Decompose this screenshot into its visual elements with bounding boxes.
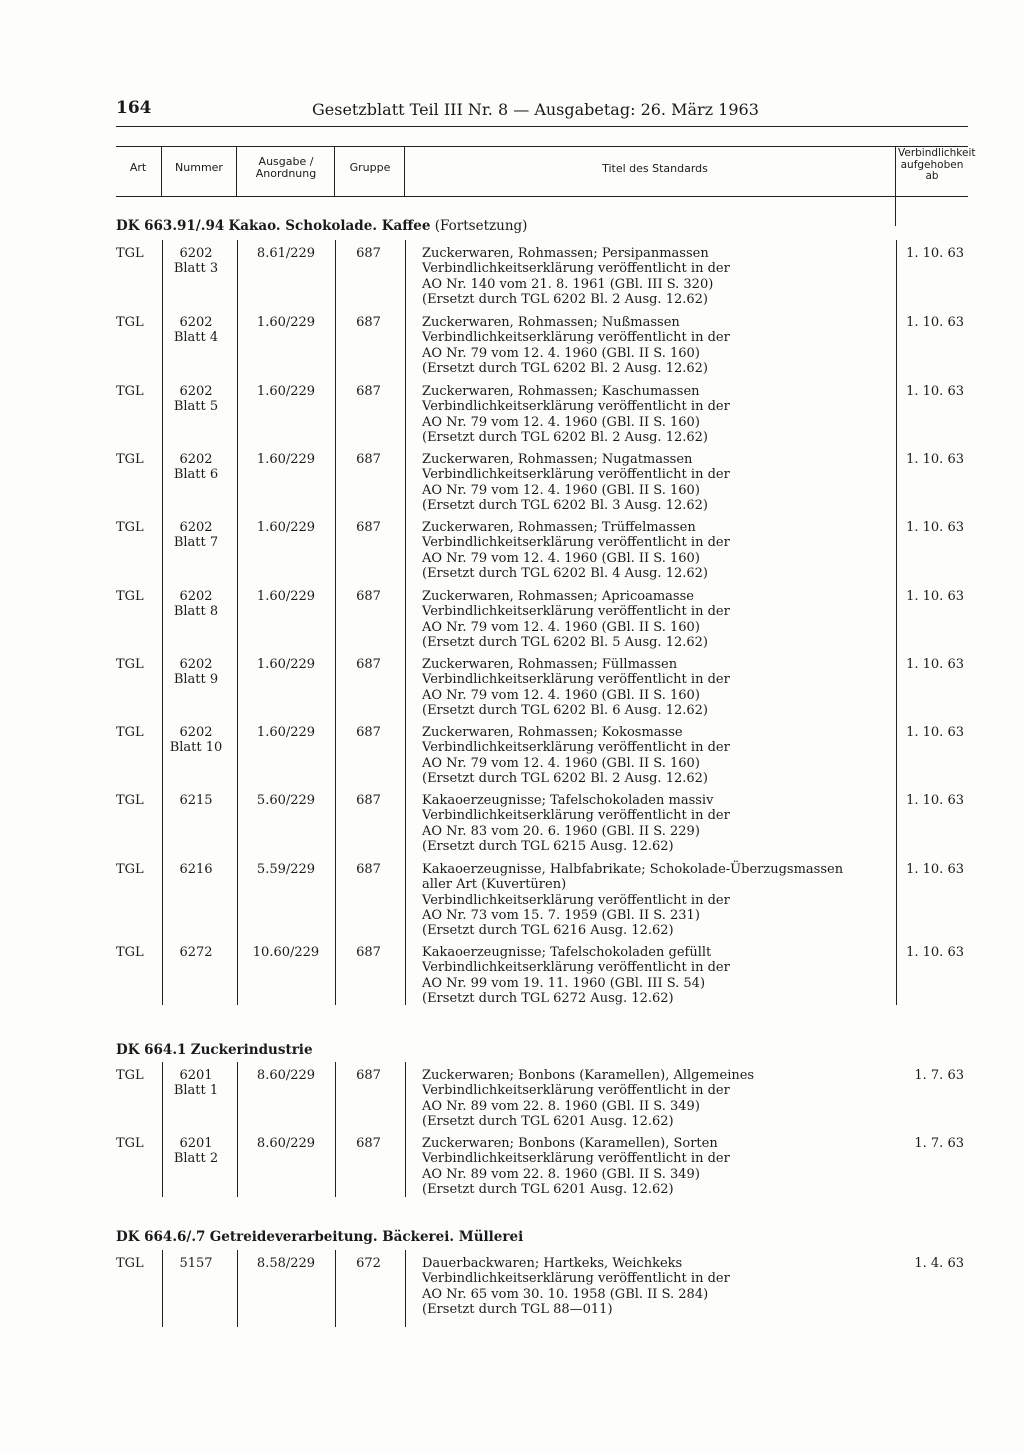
- cell-aufgehoben: 1. 10. 63: [906, 520, 964, 535]
- cell-art: TGL: [116, 520, 144, 535]
- cell-titel: [422, 589, 892, 650]
- title-line: (Ersetzt durch TGL 6202 Bl. 4 Ausg. 12.62): [422, 565, 708, 581]
- col-header-gruppe: Gruppe: [349, 161, 391, 174]
- cell-art: TGL: [116, 1256, 144, 1271]
- title-line: (Ersetzt durch TGL 88—011): [422, 1301, 613, 1317]
- cell-titel: [422, 1136, 892, 1197]
- cell-ausgabe: 1.60/229: [256, 725, 316, 740]
- col-divider: [404, 146, 405, 196]
- cell-ausgabe: 1.60/229: [256, 657, 316, 672]
- col-header-art: Art: [129, 161, 147, 174]
- standard-number: 6216: [179, 862, 213, 877]
- col-divider: [405, 1062, 406, 1197]
- cell-gruppe: 687: [356, 1068, 381, 1083]
- cell-titel: [422, 246, 892, 307]
- page-number: 164: [116, 98, 152, 118]
- col-divider: [896, 240, 897, 1005]
- col-divider: [237, 1062, 238, 1197]
- cell-titel: [422, 793, 892, 854]
- cell-art: TGL: [116, 246, 144, 261]
- title-line: aller Art (Kuvertüren): [422, 877, 567, 893]
- standard-number: 6202: [179, 589, 213, 604]
- title-line: AO Nr. 79 vom 12. 4. 1960 (GBl. II S. 160): [422, 482, 700, 498]
- sheet-number: Blatt 8: [173, 604, 219, 620]
- title-line: AO Nr. 89 vom 22. 8. 1960 (GBl. II S. 349): [422, 1166, 700, 1182]
- cell-ausgabe: 1.60/229: [256, 384, 316, 399]
- standard-number: 6202: [179, 725, 213, 740]
- title-line: Verbindlichkeitserklärung veröffentlicht in der: [422, 330, 730, 346]
- col-header-titel: Titel des Standards: [602, 162, 708, 175]
- title-line: AO Nr. 79 vom 12. 4. 1960 (GBl. II S. 160): [422, 755, 700, 771]
- cell-aufgehoben: 1. 10. 63: [906, 384, 964, 399]
- col-divider: [335, 240, 336, 1005]
- cell-art: TGL: [116, 862, 144, 877]
- title-line: AO Nr. 79 vom 12. 4. 1960 (GBl. II S. 160): [422, 619, 700, 635]
- cell-titel: [422, 315, 892, 376]
- title-line: Verbindlichkeitserklärung veröffentlicht in der: [422, 740, 730, 756]
- title-line: (Ersetzt durch TGL 6215 Ausg. 12.62): [422, 838, 674, 854]
- title-line: (Ersetzt durch TGL 6201 Ausg. 12.62): [422, 1181, 674, 1197]
- cell-titel: [422, 657, 892, 718]
- cell-gruppe: 672: [356, 1256, 381, 1271]
- cell-nummer: [161, 945, 231, 960]
- cell-ausgabe: 1.60/229: [256, 452, 316, 467]
- title-line: Verbindlichkeitserklärung veröffentlicht in der: [422, 399, 730, 415]
- title-line: Verbindlichkeitserklärung veröffentlicht in der: [422, 1271, 730, 1287]
- cell-aufgehoben: 1. 10. 63: [906, 589, 964, 604]
- title-line: Zuckerwaren; Bonbons (Karamellen), Allgemeines: [422, 1068, 755, 1083]
- standard-number: 6202: [179, 384, 213, 399]
- col-divider: [237, 1250, 238, 1327]
- cell-titel: [422, 384, 892, 445]
- cell-titel: [422, 725, 892, 786]
- title-line: Zuckerwaren, Rohmassen; Nußmassen: [422, 315, 680, 330]
- title-line: (Ersetzt durch TGL 6202 Bl. 6 Ausg. 12.62): [422, 702, 708, 718]
- cell-nummer: [161, 862, 231, 877]
- title-line: Verbindlichkeitserklärung veröffentlicht in der: [422, 892, 730, 908]
- title-line: Verbindlichkeitserklärung veröffentlicht in der: [422, 604, 730, 620]
- title-line: AO Nr. 79 vom 12. 4. 1960 (GBl. II S. 160): [422, 550, 700, 566]
- cell-aufgehoben: 1. 10. 63: [906, 452, 964, 467]
- sheet-number: Blatt 6: [173, 467, 219, 483]
- section-heading: Kakao. Schokolade. Kaffee: [228, 218, 431, 234]
- sheet-number: Blatt 3: [173, 261, 219, 277]
- cell-art: TGL: [116, 589, 144, 604]
- standard-number: 6272: [179, 945, 213, 960]
- cell-art: TGL: [116, 315, 144, 330]
- sheet-number: Blatt 4: [173, 330, 219, 346]
- title-line: (Ersetzt durch TGL 6202 Bl. 2 Ausg. 12.62): [422, 429, 708, 445]
- col-header-nummer: Nummer: [175, 161, 223, 174]
- col-divider: [335, 1250, 336, 1327]
- sheet-number: Blatt 9: [173, 672, 219, 688]
- col-header-aufgehoben: Verbindlichkeit aufgehoben ab: [898, 147, 976, 182]
- title-line: Zuckerwaren, Rohmassen; Nugatmassen: [422, 452, 693, 467]
- header-rule: [116, 126, 968, 127]
- sheet-number: Blatt 2: [173, 1151, 219, 1167]
- cell-nummer: [161, 793, 231, 808]
- cell-aufgehoben: 1. 10. 63: [906, 657, 964, 672]
- title-line: Zuckerwaren; Bonbons (Karamellen), Sorten: [422, 1136, 718, 1151]
- standard-number: 6202: [179, 246, 213, 261]
- running-head: Gesetzblatt Teil III Nr. 8 — Ausgabetag: 26. März 1963: [312, 100, 759, 119]
- cell-art: TGL: [116, 1068, 144, 1083]
- title-line: Dauerbackwaren; Hartkeks, Weichkeks: [422, 1256, 683, 1271]
- cell-nummer: [161, 589, 231, 620]
- cell-art: TGL: [116, 725, 144, 740]
- cell-art: TGL: [116, 657, 144, 672]
- standard-number: 6215: [179, 793, 213, 808]
- title-line: Verbindlichkeitserklärung veröffentlicht in der: [422, 960, 730, 976]
- section-heading: Getreideverarbeitung. Bäckerei. Müllerei: [209, 1229, 524, 1245]
- cell-ausgabe: 8.58/229: [256, 1256, 316, 1271]
- table-head-bottom-rule: [116, 196, 968, 197]
- title-line: (Ersetzt durch TGL 6202 Bl. 2 Ausg. 12.62): [422, 770, 708, 786]
- cell-aufgehoben: 1. 7. 63: [914, 1068, 964, 1083]
- cell-ausgabe: 1.60/229: [256, 589, 316, 604]
- table-head-top-rule: [116, 146, 968, 147]
- cell-aufgehoben: 1. 7. 63: [914, 1136, 964, 1151]
- sheet-number: Blatt 7: [173, 535, 219, 551]
- cell-nummer: [161, 246, 231, 277]
- section-code: DK 663.91/.94: [116, 218, 225, 234]
- cell-titel: [422, 862, 892, 938]
- col-divider: [236, 146, 237, 196]
- title-line: Verbindlichkeitserklärung veröffentlicht in der: [422, 1083, 730, 1099]
- cell-art: TGL: [116, 793, 144, 808]
- cell-gruppe: 687: [356, 1136, 381, 1151]
- cell-nummer: [161, 452, 231, 483]
- cell-aufgehoben: 1. 10. 63: [906, 315, 964, 330]
- title-line: Kakaoerzeugnisse; Tafelschokoladen massiv: [422, 793, 714, 808]
- cell-aufgehoben: 1. 10. 63: [906, 862, 964, 877]
- title-line: Kakaoerzeugnisse; Tafelschokoladen gefüllt: [422, 945, 712, 960]
- cell-aufgehoben: 1. 10. 63: [906, 246, 964, 261]
- title-line: AO Nr. 79 vom 12. 4. 1960 (GBl. II S. 160): [422, 687, 700, 703]
- cell-gruppe: 687: [356, 945, 381, 960]
- col-header-ausgabe: Ausgabe / Anordnung: [255, 155, 317, 180]
- sheet-number: Blatt 5: [173, 399, 219, 415]
- cell-aufgehoben: 1. 10. 63: [906, 945, 964, 960]
- title-line: AO Nr. 89 vom 22. 8. 1960 (GBl. II S. 349): [422, 1098, 700, 1114]
- standard-number: 6202: [179, 452, 213, 467]
- cell-ausgabe: 8.61/229: [256, 246, 316, 261]
- standard-number: 6202: [179, 657, 213, 672]
- cell-gruppe: 687: [356, 315, 381, 330]
- cell-art: TGL: [116, 945, 144, 960]
- title-line: Verbindlichkeitserklärung veröffentlicht in der: [422, 672, 730, 688]
- section-title: [116, 1229, 523, 1245]
- section-title: [116, 1042, 313, 1058]
- standard-number: 6202: [179, 315, 213, 330]
- cell-gruppe: 687: [356, 246, 381, 261]
- cell-gruppe: 687: [356, 520, 381, 535]
- title-line: AO Nr. 65 vom 30. 10. 1958 (GBl. II S. 284): [422, 1286, 709, 1302]
- col-divider: [162, 240, 163, 1005]
- title-line: Verbindlichkeitserklärung veröffentlicht in der: [422, 261, 730, 277]
- standard-number: 6201: [179, 1136, 213, 1151]
- cell-ausgabe: 8.60/229: [256, 1136, 316, 1151]
- cell-gruppe: 687: [356, 452, 381, 467]
- sheet-number: Blatt 1: [173, 1083, 219, 1099]
- cell-nummer: [161, 520, 231, 551]
- cell-art: TGL: [116, 1136, 144, 1151]
- cell-nummer: [161, 1068, 231, 1099]
- cell-art: TGL: [116, 452, 144, 467]
- title-line: Verbindlichkeitserklärung veröffentlicht in der: [422, 1151, 730, 1167]
- cell-titel: [422, 452, 892, 513]
- title-line: AO Nr. 79 vom 12. 4. 1960 (GBl. II S. 160): [422, 414, 700, 430]
- cell-ausgabe: 1.60/229: [256, 520, 316, 535]
- cell-titel: [422, 1256, 892, 1317]
- col-divider: [405, 240, 406, 1005]
- cell-gruppe: 687: [356, 657, 381, 672]
- cell-nummer: [161, 315, 231, 346]
- col-divider: [895, 146, 896, 226]
- cell-ausgabe: 1.60/229: [256, 315, 316, 330]
- title-line: (Ersetzt durch TGL 6272 Ausg. 12.62): [422, 990, 674, 1006]
- cell-titel: [422, 945, 892, 1006]
- cell-art: TGL: [116, 384, 144, 399]
- cell-aufgehoben: 1. 10. 63: [906, 793, 964, 808]
- cell-gruppe: 687: [356, 862, 381, 877]
- title-line: AO Nr. 83 vom 20. 6. 1960 (GBl. II S. 229): [422, 823, 700, 839]
- title-line: AO Nr. 99 vom 19. 11. 1960 (GBl. III S. 54): [422, 975, 706, 991]
- cell-nummer: [161, 384, 231, 415]
- title-line: Verbindlichkeitserklärung veröffentlicht in der: [422, 467, 730, 483]
- sheet-number: Blatt 10: [169, 740, 223, 756]
- title-line: Verbindlichkeitserklärung veröffentlicht in der: [422, 808, 730, 824]
- cell-ausgabe: 8.60/229: [256, 1068, 316, 1083]
- col-divider: [335, 1062, 336, 1197]
- section-note: (Fortsetzung): [434, 218, 528, 234]
- title-line: (Ersetzt durch TGL 6201 Ausg. 12.62): [422, 1113, 674, 1129]
- cell-nummer: [161, 1256, 231, 1271]
- cell-ausgabe: 10.60/229: [252, 945, 320, 960]
- cell-nummer: [161, 725, 231, 756]
- title-line: Zuckerwaren, Rohmassen; Apricoamasse: [422, 589, 694, 604]
- title-line: (Ersetzt durch TGL 6202 Bl. 2 Ausg. 12.62): [422, 291, 708, 307]
- col-divider: [405, 1250, 406, 1327]
- title-line: Kakaoerzeugnisse, Halbfabrikate; Schokolade-Überzugsmassen: [422, 862, 844, 877]
- title-line: AO Nr. 140 vom 21. 8. 1961 (GBl. III S. 320): [422, 276, 714, 292]
- title-line: (Ersetzt durch TGL 6202 Bl. 5 Ausg. 12.62): [422, 634, 708, 650]
- cell-titel: [422, 1068, 892, 1129]
- cell-nummer: [161, 657, 231, 688]
- title-line: AO Nr. 73 vom 15. 7. 1959 (GBl. II S. 231): [422, 907, 700, 923]
- standard-number: 6201: [179, 1068, 213, 1083]
- cell-titel: [422, 520, 892, 581]
- cell-nummer: [161, 1136, 231, 1167]
- cell-aufgehoben: 1. 10. 63: [906, 725, 964, 740]
- title-line: (Ersetzt durch TGL 6202 Bl. 3 Ausg. 12.62): [422, 497, 708, 513]
- standard-number: 6202: [179, 520, 213, 535]
- cell-gruppe: 687: [356, 725, 381, 740]
- col-divider: [161, 146, 162, 196]
- cell-ausgabe: 5.60/229: [256, 793, 316, 808]
- section-code: DK 664.6/.7: [116, 1229, 206, 1245]
- col-divider: [334, 146, 335, 196]
- col-divider: [237, 240, 238, 1005]
- cell-ausgabe: 5.59/229: [256, 862, 316, 877]
- title-line: (Ersetzt durch TGL 6202 Bl. 2 Ausg. 12.62): [422, 360, 708, 376]
- cell-gruppe: 687: [356, 589, 381, 604]
- cell-gruppe: 687: [356, 384, 381, 399]
- title-line: Zuckerwaren, Rohmassen; Füllmassen: [422, 657, 678, 672]
- title-line: Verbindlichkeitserklärung veröffentlicht in der: [422, 535, 730, 551]
- section-heading: Zuckerindustrie: [190, 1042, 313, 1058]
- section-title: [116, 218, 527, 234]
- standard-number: 5157: [179, 1256, 213, 1271]
- title-line: Zuckerwaren, Rohmassen; Kokosmasse: [422, 725, 683, 740]
- section-code: DK 664.1: [116, 1042, 187, 1058]
- title-line: Zuckerwaren, Rohmassen; Trüffelmassen: [422, 520, 696, 535]
- title-line: (Ersetzt durch TGL 6216 Ausg. 12.62): [422, 923, 674, 939]
- title-line: AO Nr. 79 vom 12. 4. 1960 (GBl. II S. 160): [422, 345, 700, 361]
- title-line: Zuckerwaren, Rohmassen; Kaschumassen: [422, 384, 700, 399]
- cell-aufgehoben: 1. 4. 63: [914, 1256, 964, 1271]
- title-line: Zuckerwaren, Rohmassen; Persipanmassen: [422, 246, 709, 261]
- cell-gruppe: 687: [356, 793, 381, 808]
